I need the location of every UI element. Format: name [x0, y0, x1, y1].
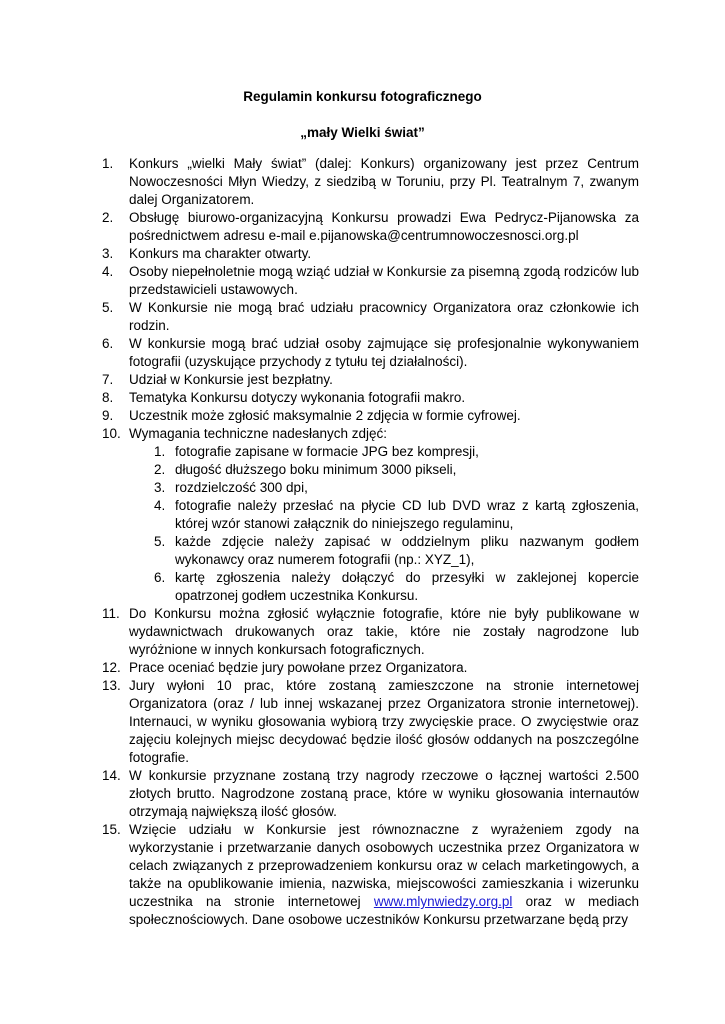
sublist-item [154, 497, 639, 533]
item-text-before-link: Wzięcie udziału w Konkursie jest równoznaczne z wyrażeniem zgody na wykorzystanie i przetwarzanie danych osobowych uczestnika przez Organizatora w celach związanych z przeprowadzeniem konkursu oraz w celach marketingowych, a także na opublikowanie imienia, nazwiska, miejscowości zamieszkania i wizerunku uczestnika na stronie internetowej [129, 822, 639, 909]
subitem-number: 2. [154, 462, 166, 477]
list-item [102, 155, 639, 209]
list-item [102, 245, 639, 263]
rules-list [102, 155, 639, 929]
item-number: 12. [102, 660, 121, 675]
item-text: W Konkursie nie mogą brać udziału pracownicy Organizatora oraz członkowie ich rodzin. [129, 300, 639, 333]
item-text [129, 821, 639, 929]
list-item [102, 263, 639, 299]
subitem-number: 5. [154, 534, 166, 549]
subitem-text: każde zdjęcie należy zapisać w oddzielnym pliku nazwanym godłem wykonawcy oraz numerem fotografii (np.: XYZ_1), [175, 534, 639, 567]
subitem-number: 1. [154, 444, 166, 459]
list-item [102, 659, 639, 677]
website-link[interactable]: www.mlynwiedzy.org.pl [373, 894, 513, 909]
item-number: 13. [102, 678, 121, 693]
list-item [102, 821, 639, 929]
subitem-text: długość dłuższego boku minimum 3000 pikseli, [175, 462, 457, 477]
list-item [102, 299, 639, 335]
subitem-text: rozdzielczość 300 dpi, [175, 480, 308, 495]
subitem-number: 6. [154, 570, 166, 585]
list-item [102, 389, 639, 407]
item-text: W konkursie mogą brać udział osoby zajmujące się profesjonalnie wykonywaniem fotografii (uzyskujące przychody z tytułu tej działalności). [129, 336, 639, 369]
sublist-item [154, 461, 639, 479]
item-text: Udział w Konkursie jest bezpłatny. [129, 372, 333, 387]
item-number: 9. [102, 408, 114, 423]
list-item [102, 605, 639, 659]
item-text: Obsługę biurowo-organizacyjną Konkursu prowadzi Ewa Pedrycz-Pijanowska za pośrednictwem adresu e-mail e.pijanowska@centrumnowoczesnosci.org.pl [129, 210, 639, 243]
sublist-item [154, 479, 639, 497]
list-item [102, 677, 639, 767]
item-text: Wymagania techniczne nadesłanych zdjęć: [129, 426, 388, 441]
list-item [102, 767, 639, 821]
item-text: Konkurs „wielki Mały świat” (dalej: Konkurs) organizowany jest przez Centrum Nowoczesności Młyn Wiedzy, z siedzibą w Toruniu, przy Pl. Teatralnym 7, zwanym dalej Organizatorem. [129, 156, 639, 207]
subitem-text: fotografie należy przesłać na płycie CD lub DVD wraz z kartą zgłoszenia, której wzór stanowi załącznik do niniejszego regulaminu, [175, 498, 639, 531]
item-number: 7. [102, 372, 114, 387]
item-number: 5. [102, 300, 114, 315]
item-number: 15. [102, 822, 121, 837]
list-item [102, 425, 639, 605]
item-number: 2. [102, 210, 114, 225]
item-number: 6. [102, 336, 114, 351]
list-item [102, 209, 639, 245]
item-number: 11. [102, 606, 120, 621]
item-text: Do Konkursu można zgłosić wyłącznie fotografie, które nie były publikowane w wydawnictwach drukowanych oraz takie, które nie zostały nagrodzone lub wyróżnione w innych konkursach fotograficznych. [129, 606, 639, 657]
subitem-text: kartę zgłoszenia należy dołączyć do przesyłki w zaklejonej kopercie opatrzonej godłem uczestnika Konkursu. [175, 570, 639, 603]
item-text: W konkursie przyznane zostaną trzy nagrody rzeczowe o łącznej wartości 2.500 złotych brutto. Nagrodzone zostaną prace, które w wyniku głosowania internautów otrzymają największą ilość głosów. [129, 768, 639, 819]
item-text: Osoby niepełnoletnie mogą wziąć udział w Konkursie za pisemną zgodą rodziców lub przedstawicieli ustawowych. [129, 264, 639, 297]
document-subtitle: „mały Wielki świat” [300, 125, 425, 140]
item-number: 3. [102, 246, 114, 261]
document-title: Regulamin konkursu fotograficznego [243, 89, 482, 104]
subitem-text: fotografie zapisane w formacie JPG bez kompresji, [175, 444, 479, 459]
subitem-number: 3. [154, 480, 166, 495]
list-item [102, 371, 639, 389]
sublist-item [154, 443, 639, 461]
item-number: 14. [102, 768, 121, 783]
item-text: Uczestnik może zgłosić maksymalnie 2 zdjęcia w formie cyfrowej. [129, 408, 521, 423]
list-item [102, 407, 639, 425]
item-text: Konkurs ma charakter otwarty. [129, 246, 312, 261]
subitem-number: 4. [154, 498, 166, 513]
item-text-after-link: oraz w mediach społecznościowych. Dane osobowe uczestników Konkursu przetwarzane będą przy [129, 894, 639, 927]
item-text: Tematyka Konkursu dotyczy wykonania fotografii makro. [129, 390, 466, 405]
technical-requirements-list [129, 443, 639, 605]
sublist-item [154, 569, 639, 605]
item-number: 10. [102, 426, 121, 441]
item-number: 8. [102, 390, 114, 405]
list-item [102, 335, 639, 371]
item-text: Prace oceniać będzie jury powołane przez Organizatora. [129, 660, 468, 675]
item-number: 4. [102, 264, 114, 279]
item-number: 1. [102, 156, 114, 171]
item-text: Jury wyłoni 10 prac, które zostaną zamieszczone na stronie internetowej Organizatora (oraz / lub innej wskazanej przez Organizatora stronie internetowej). Internauci, w wyniku głosowania wybiorą trzy zwycięskie prace. O zwycięstwie oraz zajęciu kolejnych miejsc decydować będzie ilość głosów oddanych na poszczególne fotografie. [129, 678, 639, 765]
sublist-item [154, 533, 639, 569]
